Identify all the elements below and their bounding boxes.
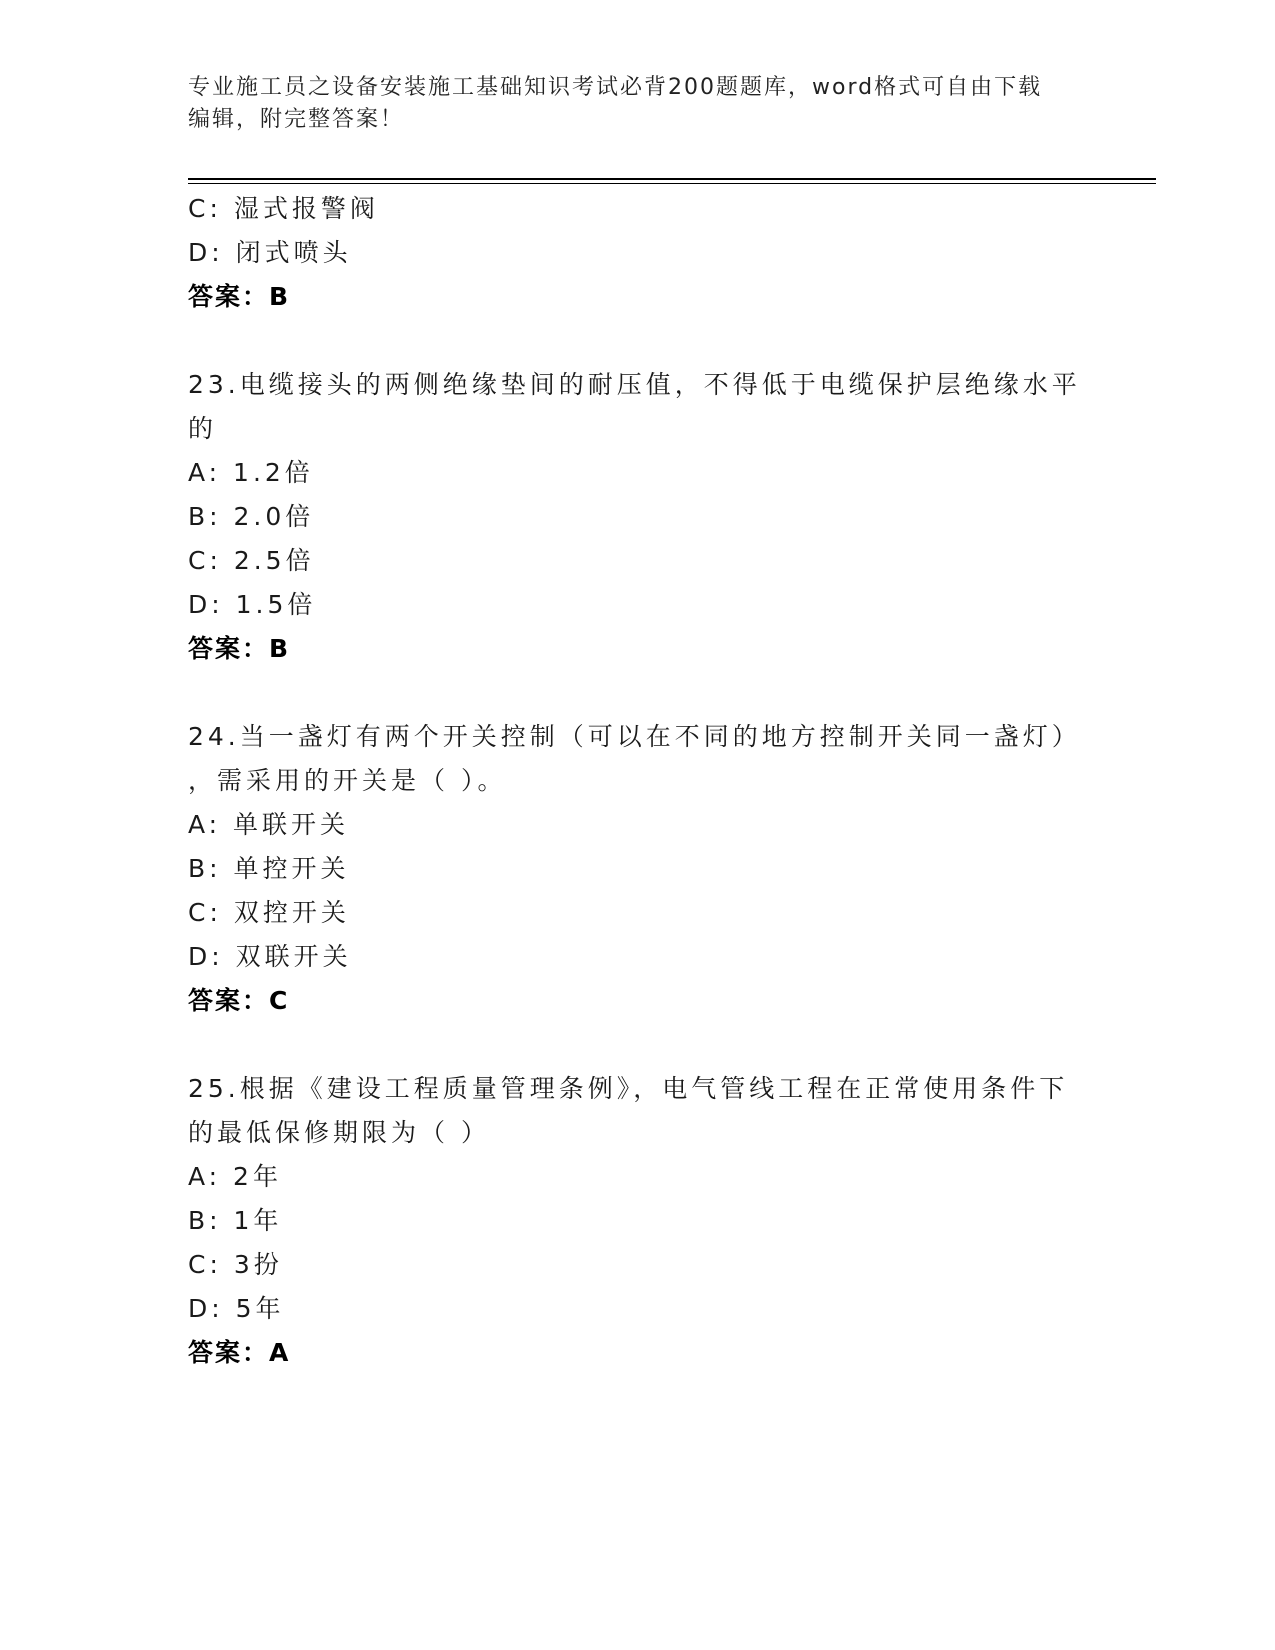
- q22-answer: 答案：B: [188, 282, 291, 311]
- header-title-line-2: 编辑，附完整答案！: [188, 107, 405, 132]
- q25-option-b: B: 1年: [188, 1206, 283, 1235]
- q24-option-a: A: 单联开关: [188, 810, 350, 839]
- q25-option-d: D: 5年: [188, 1294, 285, 1323]
- q23-stem-line-2: 的: [188, 414, 218, 443]
- q25-option-c: C: 3扮: [188, 1250, 283, 1279]
- q24-stem-line-2: ，需采用的开关是（ ）。: [188, 766, 507, 795]
- q24-stem-line-1: 24.当一盏灯有两个开关控制（可以在不同的地方控制开关同一盏灯）: [188, 722, 1081, 751]
- q23-option-c: C: 2.5倍: [188, 546, 315, 575]
- q24-option-b: B: 单控开关: [188, 854, 350, 883]
- q24-option-c: C: 双控开关: [188, 898, 350, 927]
- q23-option-d: D: 1.5倍: [188, 590, 317, 619]
- q25-option-a: A: 2年: [188, 1162, 282, 1191]
- q25-answer: 答案：A: [188, 1338, 291, 1367]
- q23-answer: 答案：B: [188, 634, 291, 663]
- header-divider-thick: [188, 178, 1156, 180]
- q22-option-d: D: 闭式喷头: [188, 238, 352, 267]
- q22-option-c: C: 湿式报警阀: [188, 194, 379, 223]
- header-divider-thin: [188, 183, 1156, 184]
- header-title-line-1: 专业施工员之设备安装施工基础知识考试必背200题题库，word格式可自由下载: [188, 75, 1043, 100]
- q24-option-d: D: 双联开关: [188, 942, 352, 971]
- q23-stem-line-1: 23.电缆接头的两侧绝缘垫间的耐压值，不得低于电缆保护层绝缘水平: [188, 370, 1081, 399]
- q23-option-b: B: 2.0倍: [188, 502, 315, 531]
- q25-stem-line-1: 25.根据《建设工程质量管理条例》，电气管线工程在正常使用条件下: [188, 1074, 1069, 1103]
- q23-option-a: A: 1.2倍: [188, 458, 314, 487]
- q24-answer: 答案：C: [188, 986, 290, 1015]
- q25-stem-line-2: 的最低保修期限为（ ）: [188, 1118, 490, 1147]
- document-header: [188, 72, 1088, 136]
